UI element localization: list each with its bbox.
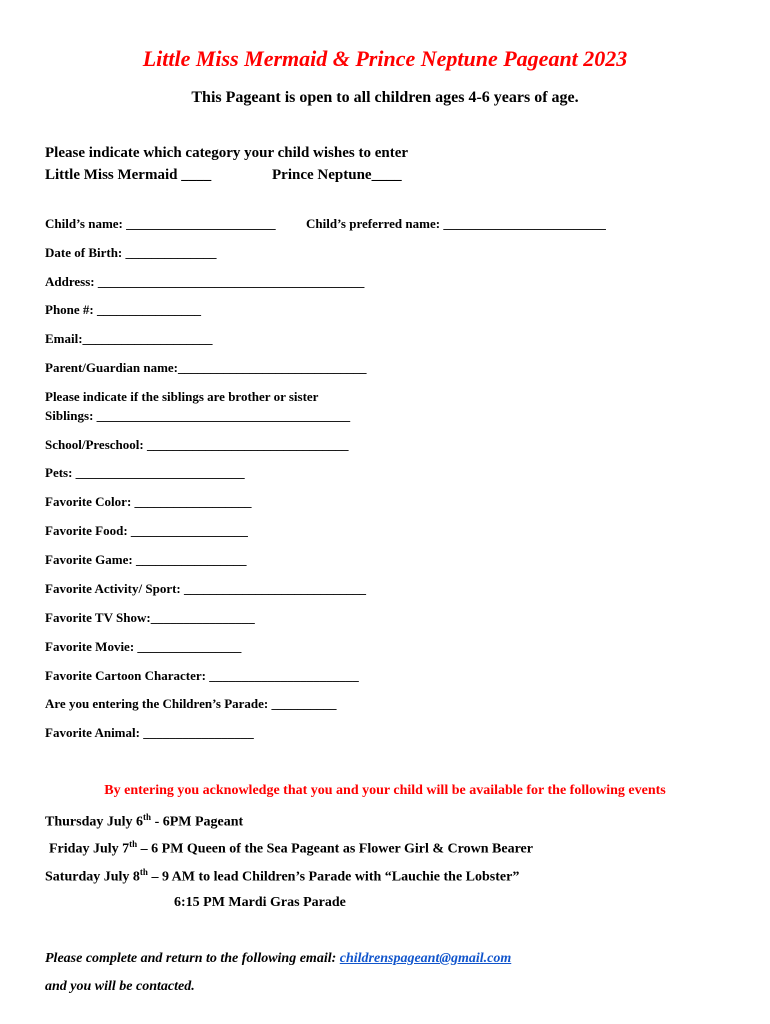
email-field[interactable]: Email:____________________ — [45, 331, 213, 346]
pets-field[interactable]: Pets: __________________________ — [45, 465, 245, 480]
closing-instruction: Please complete and return to the following email: childrenspageant@gmail.com — [45, 951, 512, 966]
favorite-color-field[interactable]: Favorite Color: __________________ — [45, 494, 252, 509]
childs-name-field[interactable]: Child’s name: _______________________ — [45, 216, 276, 231]
event-thursday: Thursday July 6th - 6PM Pageant — [45, 812, 244, 830]
dob-field[interactable]: Date of Birth: ______________ — [45, 245, 217, 260]
siblings-prompt: Please indicate if the siblings are brother or sister — [45, 389, 319, 404]
favorite-animal-field[interactable]: Favorite Animal: _________________ — [45, 725, 254, 740]
favorite-movie-field[interactable]: Favorite Movie: ________________ — [45, 639, 242, 654]
event-friday: Friday July 7th – 6 PM Queen of the Sea Pageant as Flower Girl & Crown Bearer — [49, 839, 533, 857]
closing-contacted: and you will be contacted. — [45, 979, 195, 994]
childrens-parade-field[interactable]: Are you entering the Children’s Parade: __________ — [45, 696, 337, 711]
favorite-game-field[interactable]: Favorite Game: _________________ — [45, 552, 247, 567]
favorite-food-field[interactable]: Favorite Food: __________________ — [45, 523, 248, 538]
favorite-cartoon-field[interactable]: Favorite Cartoon Character: _______________________ — [45, 668, 359, 683]
favorite-activity-field[interactable]: Favorite Activity/ Sport: ____________________________ — [45, 581, 366, 596]
event-saturday: Saturday July 8th – 9 AM to lead Children’s Parade with “Lauchie the Lobster” — [45, 867, 520, 885]
parent-guardian-field[interactable]: Parent/Guardian name:_____________________________ — [45, 360, 367, 375]
favorite-tv-field[interactable]: Favorite TV Show:________________ — [45, 610, 255, 625]
page-title: Little Miss Mermaid & Prince Neptune Pageant 2023 — [142, 46, 628, 71]
acknowledgement-text: By entering you acknowledge that you and your child will be available for the following events — [104, 783, 666, 798]
category-neptune-field[interactable]: Prince Neptune____ — [272, 167, 402, 183]
category-mermaid-field[interactable]: Little Miss Mermaid ____ — [45, 167, 212, 183]
category-prompt: Please indicate which category your child wishes to enter — [45, 145, 409, 161]
siblings-field[interactable]: Siblings: _______________________________________ — [45, 408, 351, 423]
event-mardi-gras: 6:15 PM Mardi Gras Parade — [174, 895, 346, 910]
contact-email-link[interactable]: childrenspageant@gmail.com — [339, 951, 512, 966]
school-field[interactable]: School/Preschool: _______________________________ — [45, 437, 349, 452]
page-subtitle: This Pageant is open to all children ages 4-6 years of age. — [191, 89, 579, 106]
address-field[interactable]: Address: _________________________________________ — [45, 274, 365, 289]
preferred-name-field[interactable]: Child’s preferred name: _________________________ — [306, 216, 606, 231]
phone-field[interactable]: Phone #: ________________ — [45, 302, 201, 317]
